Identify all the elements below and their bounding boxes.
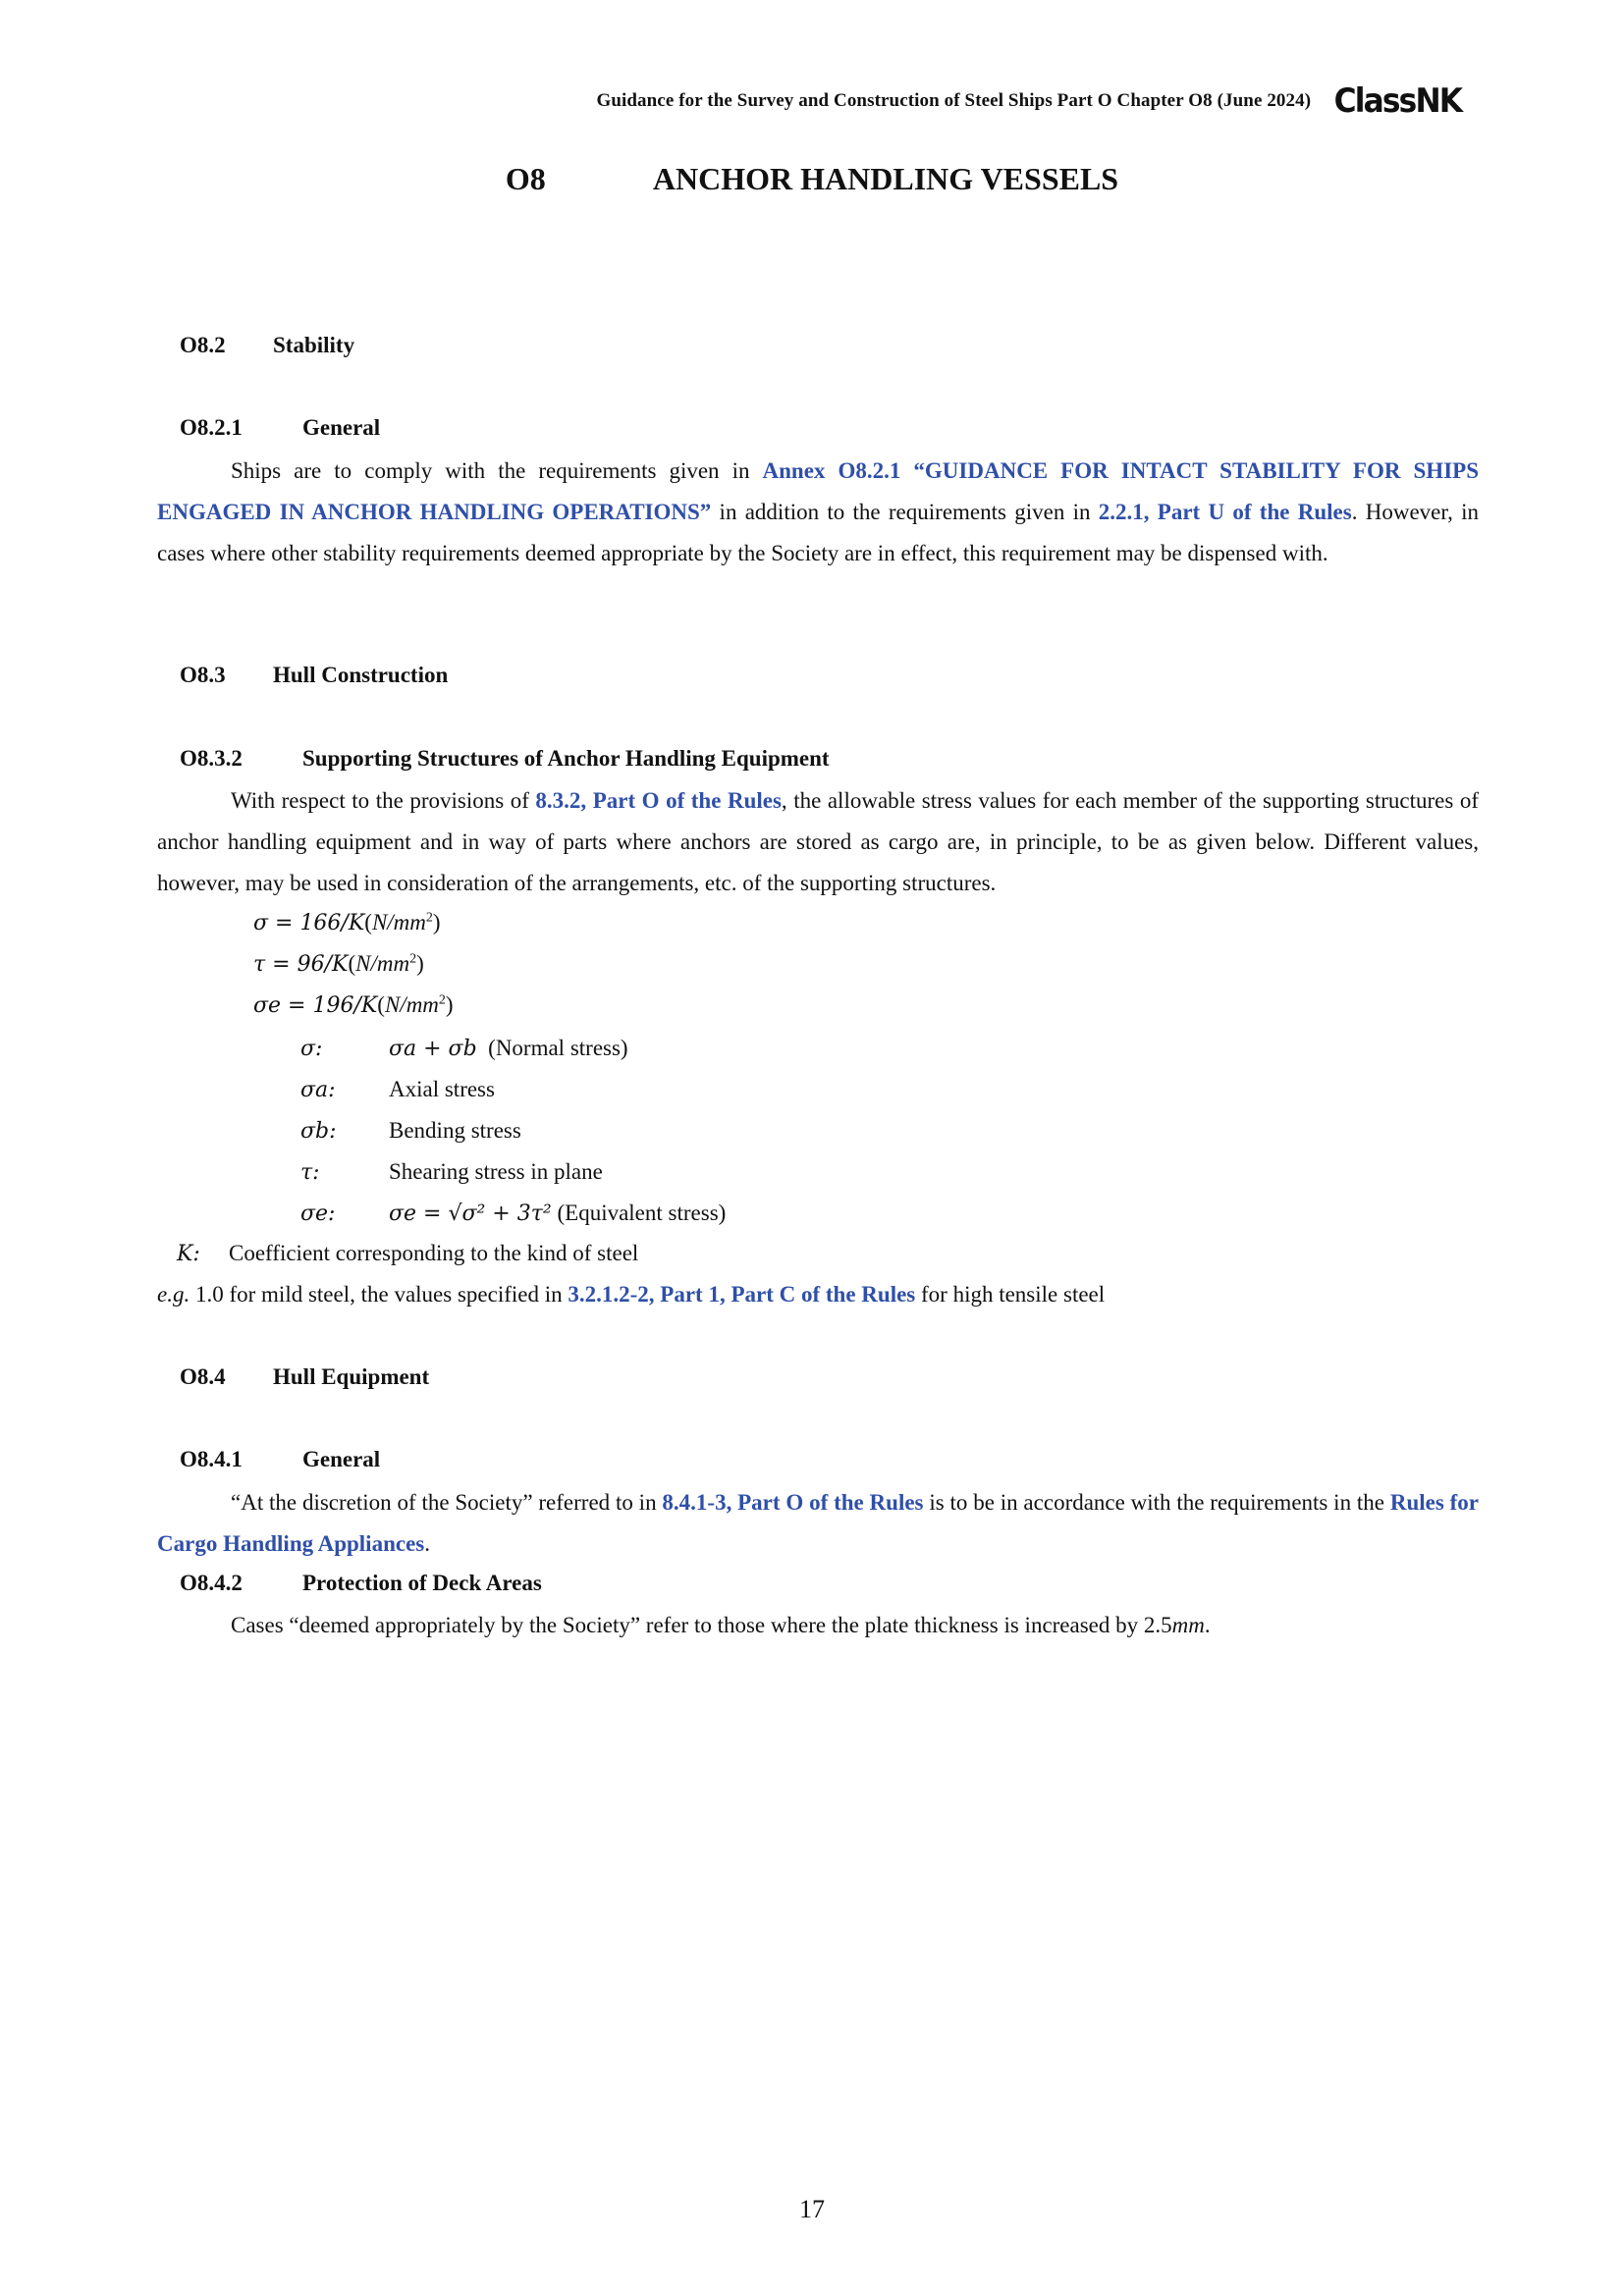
formula-tau: $\tau = 96/K(N/mm^2)$ xyxy=(253,951,424,977)
paragraph-o8-3-2: With respect to the provisions of 8.3.2, Part O of the Rules, the allowable stress values for each member of the supporting structures of anchor handling equipment and in way of parts where anchors are stored as cargo are, in principle, to be as given below. Different values, however, may be used in consideration of the arrangements, etc. of the supporting structures. xyxy=(157,788,1480,895)
def-sigma: σ: σa + σb (Normal stress) xyxy=(300,1036,628,1061)
section-heading-o8-3: O8.3 Hull Construction xyxy=(180,663,449,687)
paragraph-o8-4-2: Cases “deemed appropriately by the Society” refer to those where the plate thickness is increased by 2.5mm. xyxy=(231,1613,1211,1637)
subsection-heading-o8-3-2: O8.3.2 Supporting Structures of Anchor Handling Equipment xyxy=(180,746,830,771)
paragraph-o8-2-1: Ships are to comply with the requirements given in Annex O8.2.1 “GUIDANCE FOR INTACT STABILITY FOR SHIPS ENGAGED IN ANCHOR HANDLING OPERATIONS” in addition to the requirements given in 2.2.1, Part U of the Rules. However, in cases where other stability requirements deemed appropriate by the Society are in effect, this requirement may be dispensed with. xyxy=(157,458,1480,565)
section-heading-o8-2: O8.2 Stability xyxy=(180,333,355,357)
def-tau: τ: Shearing stress in plane xyxy=(300,1159,603,1185)
page-number: 17 xyxy=(799,2195,825,2223)
rules-link-8-3-2[interactable]: 8.3.2, Part O of the Rules xyxy=(535,788,782,813)
paragraph-o8-4-1: “At the discretion of the Society” referred to in 8.4.1-3, Part O of the Rules is to be in accordance with the requirements in the Rules for Cargo Handling Appliances. xyxy=(157,1490,1479,1556)
subsection-heading-o8-2-1: O8.2.1 General xyxy=(180,415,381,440)
chapter-name: ANCHOR HANDLING VESSELS xyxy=(652,161,1119,196)
subsection-heading-o8-4-2: O8.4.2 Protection of Deck Areas xyxy=(180,1571,542,1595)
classnk-logo: ClassNK xyxy=(1333,81,1462,121)
page-header xyxy=(596,77,1467,126)
header-title: Guidance for the Survey and Construction of Steel Ships Part O Chapter O8 (June 2024) xyxy=(596,90,1312,111)
example-note: e.g. 1.0 for mild steel, the values specified in 3.2.1.2-2, Part 1, Part C of the Rules for high tensile steel xyxy=(157,1282,1106,1307)
chapter-number: O8 xyxy=(505,161,546,196)
def-sigma-a: σa: Axial stress xyxy=(300,1077,495,1102)
annex-link[interactable]: Annex O8.2.1 “GUIDANCE FOR INTACT STABILITY FOR SHIPS ENGAGED IN ANCHOR HANDLING OPERATIONS” xyxy=(157,458,1479,524)
rules-link-2-2-1[interactable]: 2.2.1, Part U of the Rules xyxy=(1098,500,1352,524)
subsection-heading-o8-4-1: O8.4.1 General xyxy=(180,1447,381,1471)
def-k: K: Coefficient corresponding to the kind of steel xyxy=(177,1241,639,1266)
rules-link-3-2-1-2-2[interactable]: 3.2.1.2-2, Part 1, Part C of the Rules xyxy=(568,1282,916,1307)
chapter-title xyxy=(0,161,1624,197)
def-sigma-e: σe: σe = √σ² + 3τ² (Equivalent stress) xyxy=(300,1201,727,1226)
symbol-definitions xyxy=(300,1028,726,1234)
def-sigma-b: σb: Bending stress xyxy=(300,1118,521,1144)
section-heading-o8-4: O8.4 Hull Equipment xyxy=(180,1364,430,1389)
rules-link-8-4-1-3[interactable]: 8.4.1-3, Part O of the Rules xyxy=(662,1490,924,1515)
formula-sigma: $\sigma = 166/K(N/mm^2)$ xyxy=(253,910,441,935)
formula-sigma-e: $\sigma e = 196/K(N/mm^2)$ xyxy=(253,992,454,1018)
cargo-handling-rules-link[interactable]: Rules for Cargo Handling Appliances xyxy=(157,1490,1479,1556)
